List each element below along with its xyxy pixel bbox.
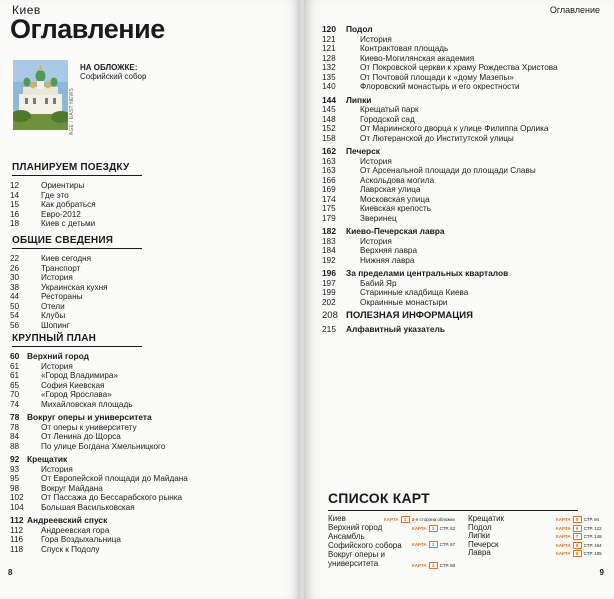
toc-entry: 61 История xyxy=(10,361,73,371)
map-list-right xyxy=(468,514,608,557)
toc-entry: 16 Евро-2012 xyxy=(10,209,81,219)
toc-entry: 197 Бабий Яр xyxy=(322,278,397,288)
toc-entry: 88 По улице Богдана Хмельницкого xyxy=(10,441,166,451)
map-entry: Ансамбль Софийского собора КАРТА 3 СТР. 67 xyxy=(328,532,456,550)
toc-entry: 22 Киев сегодня xyxy=(10,254,92,263)
left-page xyxy=(0,0,300,599)
toc-entry: 56 Шопинг xyxy=(10,320,70,330)
toc-entry: 184 Верхняя лавра xyxy=(322,246,418,255)
toc-entry: 50 Отели xyxy=(10,301,65,311)
toc-entry: 102 От Пассажа до Бессарабского рынка xyxy=(10,493,183,502)
toc-entry: 145 Крещатый парк xyxy=(322,105,419,114)
photo-credit: AGE / EAST NEWS xyxy=(69,88,75,136)
toc-entry: 54 Клубы xyxy=(10,311,66,320)
maps-rule xyxy=(328,510,578,511)
page-title: Оглавление xyxy=(10,14,165,44)
toc-entry: 74 Михайловская площадь xyxy=(10,399,133,409)
toc-entry: 84 От Ленина до Щорса xyxy=(10,432,121,441)
toc-entry: 18 Киев с детьми xyxy=(10,219,96,228)
toc-entry: 26 Транспорт xyxy=(10,263,81,273)
toc-group-heading: 78 Вокруг оперы и университета xyxy=(10,412,152,422)
toc-entry: 14 Где это xyxy=(10,190,69,200)
toc-group-heading: 182 Киево-Печерская лавра xyxy=(322,226,445,236)
running-head: Оглавление xyxy=(549,5,600,15)
toc-entry: 116 Гора Воздыхальница xyxy=(10,535,121,544)
toc-entry: 128 Киево-Могилянская академия xyxy=(322,53,475,63)
cover-label: НА ОБЛОЖКЕ: xyxy=(80,63,138,72)
toc-entry: 78 От оперы к университету xyxy=(10,422,137,432)
cover-value: Софийский собор xyxy=(80,72,147,81)
toc-entry: 163 От Арсенальной площади до площади Славы xyxy=(322,166,536,175)
toc-entry: 183 История xyxy=(322,236,392,246)
toc-useful-info: 208 ПОЛЕЗНАЯ ИНФОРМАЦИЯ xyxy=(322,310,473,321)
toc-entry: 12 Ориентиры xyxy=(10,181,85,190)
toc-group-heading: 196 За пределами центральных кварталов xyxy=(322,268,509,278)
toc-group-heading: 60 Верхний город xyxy=(10,351,89,361)
toc-entry: 174 Московская улица xyxy=(322,194,430,204)
toc-entry: 93 История xyxy=(10,464,73,474)
map-entry: Липки КАРТА 7 СТР. 148 xyxy=(468,531,602,540)
toc-entry: 38 Украинская кухня xyxy=(10,282,108,292)
section-heading: ОБЩИЕ СВЕДЕНИЯ xyxy=(12,235,114,246)
map-entry: Верхний город КАРТА 2 СТР. 62 xyxy=(328,523,456,532)
toc-entry: 30 История xyxy=(10,273,73,282)
toc-entry: 15 Как добраться xyxy=(10,200,96,209)
page-number: 8 xyxy=(8,568,13,577)
toc-group-heading: 112 Андреевский спуск xyxy=(10,515,108,525)
toc-entry: 163 История xyxy=(322,156,392,166)
page-number: 9 xyxy=(599,568,604,577)
toc-entry: 44 Рестораны xyxy=(10,292,83,301)
toc-entry: 132 От Покровской церкви к храму Рождества Христова xyxy=(322,63,558,72)
maps-heading: СПИСОК КАРТ xyxy=(328,490,430,506)
cover-photo xyxy=(13,60,68,130)
toc-entry: 112 Андреевская гора xyxy=(10,525,110,535)
toc-list xyxy=(10,181,96,229)
right-page xyxy=(304,0,614,599)
section-rule xyxy=(12,175,142,176)
toc-entry: 175 Киевская крепость xyxy=(322,204,432,213)
toc-entry: 169 Лаврская улица xyxy=(322,185,421,194)
map-entry: Печерск КАРТА 8 СТР. 164 xyxy=(468,539,602,549)
toc-entry: 121 История xyxy=(322,34,392,44)
map-list-left xyxy=(328,514,473,568)
toc-entry: 121 Контрактовая площадь xyxy=(322,44,449,53)
toc-entry: 140 Флоровский монастырь и его окрестности xyxy=(322,82,520,91)
toc-group-heading: 120 Подол xyxy=(322,24,373,34)
toc-entry: 118 Спуск к Подолу xyxy=(10,544,100,554)
toc-group-heading: 162 Печерск xyxy=(322,146,380,156)
toc-entry: 199 Старинные кладбища Киева xyxy=(322,288,469,297)
section-heading: ПЛАНИРУЕМ ПОЕЗДКУ xyxy=(12,162,130,173)
toc-list xyxy=(10,352,188,554)
toc-entry: 192 Нижняя лавра xyxy=(322,255,415,265)
map-entry: Киев КАРТА 1 2-я сторона обложки xyxy=(328,514,455,523)
section-rule xyxy=(12,346,142,347)
toc-entry: 166 Аскольдова могила xyxy=(322,175,435,185)
map-entry: Лавра КАРТА 9 СТР. 185 xyxy=(468,548,602,557)
toc-index: 215 Алфавитный указатель xyxy=(322,323,445,334)
toc-entry: 148 Городской сад xyxy=(322,114,415,124)
section-rule xyxy=(12,248,142,249)
toc-entry: 104 Большая Васильковская xyxy=(10,502,135,512)
toc-entry: 202 Окраинные монастыри xyxy=(322,297,448,307)
toc-entry: 95 От Европейской площади до Майдана xyxy=(10,474,188,483)
city-header: Киев xyxy=(12,3,41,17)
toc-entry: 98 Вокруг Майдана xyxy=(10,483,103,493)
toc-list xyxy=(322,25,558,334)
map-entry: Вокруг оперы и университета КАРТА 4 СТР. 80 xyxy=(328,550,456,568)
toc-list xyxy=(10,254,108,330)
map-entry: Подол КАРТА 6 СТР. 122 xyxy=(468,522,602,532)
toc-entry: 65 София Киевская xyxy=(10,380,105,390)
toc-entry: 61 «Город Владимира» xyxy=(10,371,118,380)
map-entry: Крещатик КАРТА 5 СТР. 94 xyxy=(468,514,600,523)
toc-group-heading: 92 Крещатик xyxy=(10,454,68,464)
toc-entry: 179 Зверинец xyxy=(322,213,397,223)
toc-entry: 152 От Мариинского дворца к улице Филиппа Орлика xyxy=(322,124,549,133)
toc-entry: 70 «Город Ярослава» xyxy=(10,390,112,399)
toc-entry: 158 От Лютеранской до Институтской улицы xyxy=(322,133,514,143)
toc-entry: 135 От Почтовой площади к «дому Мазепы» xyxy=(322,72,514,82)
toc-group-heading: 144 Липки xyxy=(322,94,372,105)
section-heading: КРУПНЫЙ ПЛАН xyxy=(12,333,97,344)
